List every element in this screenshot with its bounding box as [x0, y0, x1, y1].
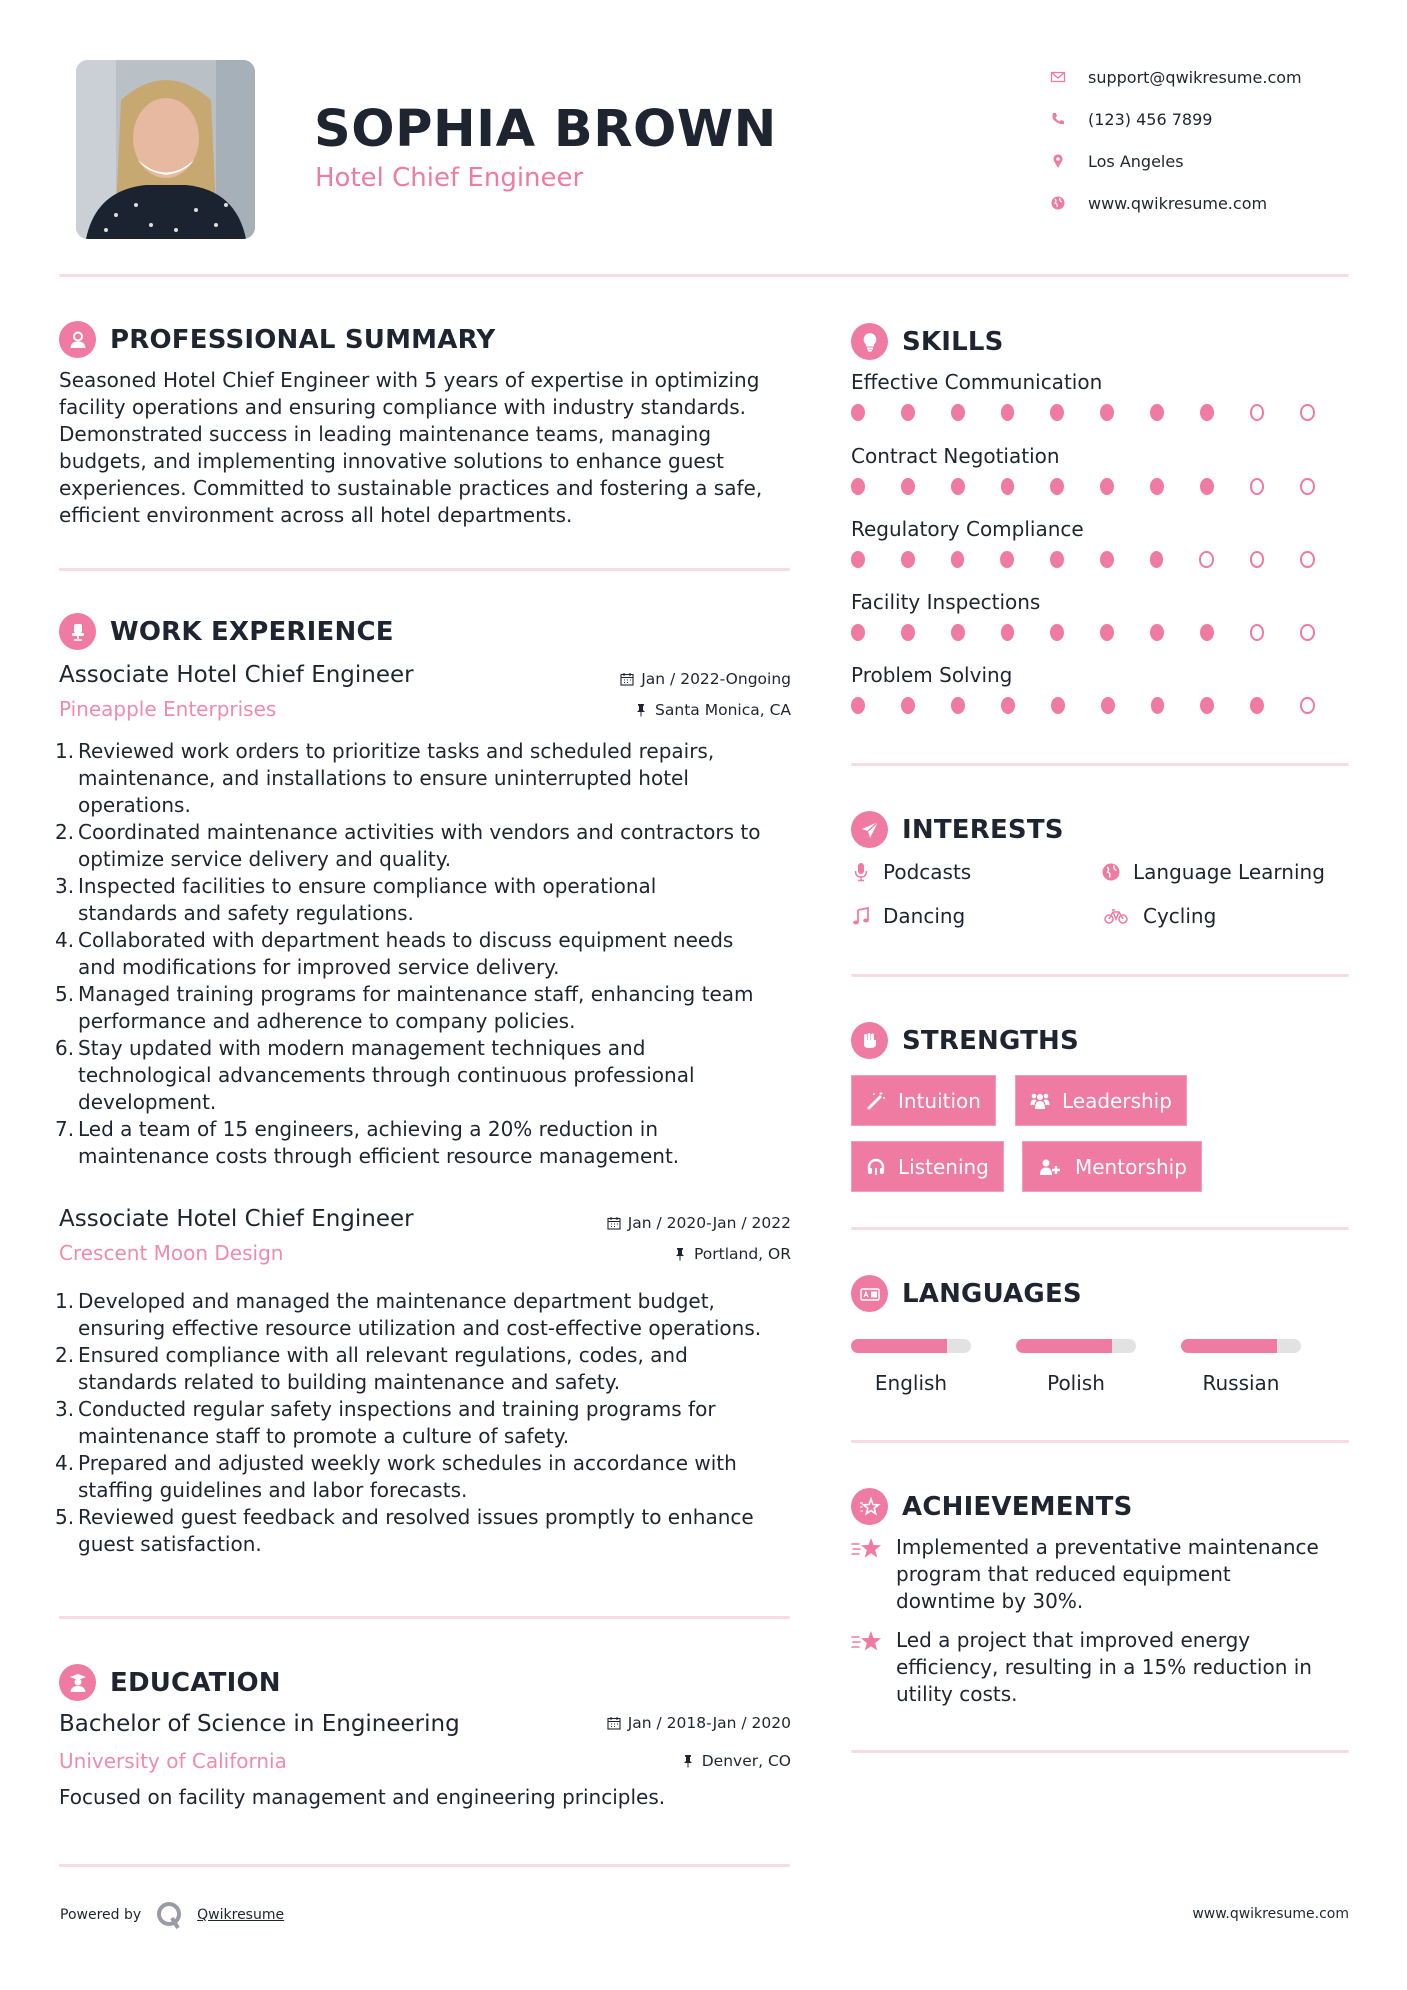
interest-label: Podcasts	[883, 860, 972, 884]
skills-divider	[851, 763, 1349, 766]
language-item	[1181, 1339, 1301, 1395]
rating-dot-empty	[1300, 478, 1315, 495]
summary-line: efficient environment across all hotel departments.	[59, 503, 573, 527]
bullet-number: 3.	[55, 874, 75, 898]
skills-title: SKILLS	[902, 326, 1004, 357]
rating-dot-filled	[1001, 478, 1015, 495]
footer-website[interactable]: www.qwikresume.com	[1192, 1906, 1349, 1922]
strengths-divider	[851, 1227, 1349, 1230]
strength-label: Leadership	[1062, 1088, 1172, 1113]
strength-tag	[851, 1075, 996, 1126]
skill-rating	[851, 551, 1351, 568]
job-dates	[620, 670, 791, 688]
user-plus-icon	[1037, 1157, 1063, 1177]
rating-dot-filled	[851, 551, 865, 568]
rating-dot-filled	[851, 624, 865, 641]
skill-rating	[851, 624, 1351, 641]
language-item	[851, 1339, 971, 1395]
bullet-line: Collaborated with department heads to discuss equipment needs	[78, 928, 734, 952]
skill-item	[851, 590, 1351, 641]
skill-label: Effective Communication	[851, 370, 1103, 394]
bullet-line: maintenance, and installations to ensure uninterrupted hotel	[78, 766, 689, 790]
rating-dot-filled	[1250, 697, 1264, 714]
contact-phone-text: (123) 456 7899	[1088, 109, 1213, 129]
summary-divider	[59, 568, 790, 571]
language-proficiency-fill	[1016, 1339, 1112, 1353]
rating-dot-filled	[1001, 697, 1015, 714]
bullet-line: Led a team of 15 engineers, achieving a 20% reduction in	[78, 1117, 659, 1141]
skill-rating	[851, 697, 1351, 714]
bullet-item	[55, 1288, 804, 1342]
rating-dot-filled	[951, 478, 965, 495]
graduate-icon	[59, 1664, 96, 1701]
contact-email[interactable]	[1050, 56, 1302, 98]
bullet-line: Developed and managed the maintenance department budget,	[78, 1289, 715, 1313]
summary-line: budgets, and implementing innovative solutions to enhance guest	[59, 449, 724, 473]
lightbulb-icon	[851, 323, 888, 360]
rating-dot-filled	[1150, 624, 1164, 641]
bullet-line: performance and adherence to company policies.	[78, 1009, 576, 1033]
shooting-star-icon	[851, 1536, 883, 1562]
rating-dot-filled	[1051, 697, 1065, 714]
contact-email-text: support@qwikresume.com	[1088, 67, 1302, 87]
bullet-item	[55, 1396, 804, 1450]
skill-item	[851, 444, 1351, 495]
education-description: Focused on facility management and engineering principles.	[59, 1785, 666, 1809]
achievement-line: efficiency, resulting in a 15% reduction in	[896, 1655, 1312, 1679]
skill-item	[851, 517, 1351, 568]
rating-dot-empty	[1199, 551, 1214, 568]
skill-label: Regulatory Compliance	[851, 517, 1084, 541]
rating-dot-empty	[1250, 404, 1265, 421]
header-divider	[59, 274, 1349, 277]
job-title: Associate Hotel Chief Engineer	[59, 662, 414, 688]
education-dates-text: Jan / 2018-Jan / 2020	[627, 1714, 791, 1732]
rating-dot-filled	[1200, 624, 1214, 641]
achievement-item	[851, 1534, 1351, 1615]
rating-dot-filled	[1100, 404, 1114, 421]
interests-title: INTERESTS	[902, 814, 1064, 845]
rating-dot-filled	[1101, 697, 1115, 714]
experience-divider	[59, 1616, 790, 1619]
group-icon	[1030, 1091, 1050, 1111]
achievements-heading	[851, 1488, 1133, 1525]
school-name: University of California	[59, 1749, 287, 1773]
rating-dot-filled	[1050, 624, 1064, 641]
rating-dot-empty	[1300, 624, 1315, 641]
achievement-line: downtime by 30%.	[896, 1589, 1084, 1613]
bicycle-icon	[1101, 906, 1131, 926]
rating-dot-filled	[851, 404, 865, 421]
achievements-divider	[851, 1750, 1349, 1753]
interest-item	[851, 860, 971, 884]
skill-item	[851, 663, 1351, 714]
map-pin-icon	[1050, 153, 1088, 169]
bullet-line: Conducted regular safety inspections and training programs for	[78, 1397, 716, 1421]
candidate-role: Hotel Chief Engineer	[315, 163, 584, 193]
bullet-line: guest satisfaction.	[78, 1532, 262, 1556]
summary-heading	[59, 321, 495, 358]
bullet-item	[55, 1035, 804, 1116]
education-divider	[59, 1864, 790, 1867]
fist-icon	[851, 1022, 888, 1059]
education-location	[681, 1752, 791, 1770]
rating-dot-filled	[1151, 697, 1165, 714]
rating-dot-empty	[1250, 551, 1265, 568]
rating-dot-filled	[1001, 624, 1015, 641]
pushpin-icon	[673, 1247, 687, 1261]
bullet-number: 7.	[55, 1117, 75, 1141]
bullet-line: optimize service delivery and quality.	[78, 847, 452, 871]
company-name: Crescent Moon Design	[59, 1241, 284, 1265]
globe-icon	[1050, 195, 1088, 211]
rating-dot-filled	[951, 551, 965, 568]
headphones-icon	[866, 1157, 886, 1177]
calendar-icon	[620, 672, 634, 686]
achievement-line: Implemented a preventative maintenance	[896, 1535, 1319, 1559]
job-location	[673, 1245, 791, 1263]
interests-heading	[851, 811, 1064, 848]
bullet-item	[55, 1450, 804, 1504]
rating-dot-filled	[951, 697, 965, 714]
strength-tag	[1015, 1075, 1187, 1126]
envelope-icon	[1050, 69, 1088, 85]
skill-rating	[851, 478, 1351, 495]
rating-dot-filled	[951, 624, 965, 641]
rating-dot-filled	[1001, 404, 1015, 421]
contact-website-text: www.qwikresume.com	[1088, 193, 1268, 213]
bullet-item	[55, 981, 804, 1035]
bullet-item	[55, 1116, 804, 1170]
bullet-line: Stay updated with modern management techniques and	[78, 1036, 646, 1060]
company-name: Pineapple Enterprises	[59, 697, 277, 721]
bullet-number: 6.	[55, 1036, 75, 1060]
skill-label: Facility Inspections	[851, 590, 1041, 614]
bullet-number: 1.	[55, 1289, 75, 1313]
contact-location-text: Los Angeles	[1088, 151, 1184, 171]
interest-item	[851, 904, 965, 928]
pushpin-icon	[681, 1754, 695, 1768]
rating-dot-filled	[851, 697, 865, 714]
experience-heading	[59, 613, 394, 650]
calendar-icon	[607, 1216, 621, 1230]
translate-icon	[851, 1275, 888, 1312]
rating-dot-filled	[1200, 478, 1214, 495]
job-bullets	[55, 1288, 804, 1558]
job-bullets	[55, 738, 804, 1170]
strength-label: Listening	[898, 1154, 989, 1179]
microphone-icon	[851, 862, 871, 882]
skill-item	[851, 370, 1351, 421]
language-proficiency-fill	[851, 1339, 947, 1353]
bullet-number: 5.	[55, 1505, 75, 1529]
strengths-title: STRENGTHS	[902, 1025, 1079, 1056]
paper-plane-icon	[851, 811, 888, 848]
contact-info	[1050, 56, 1302, 224]
rating-dot-empty	[1300, 551, 1315, 568]
rating-dot-filled	[1050, 478, 1064, 495]
summary-line: Seasoned Hotel Chief Engineer with 5 years of expertise in optimizing	[59, 368, 760, 392]
language-proficiency-bar	[851, 1339, 971, 1353]
bullet-line: Reviewed work orders to prioritize tasks and scheduled repairs,	[78, 739, 715, 763]
bullet-number: 4.	[55, 1451, 75, 1475]
rating-dot-filled	[1100, 551, 1114, 568]
job-location-text: Portland, OR	[693, 1245, 791, 1263]
strength-tag	[851, 1141, 1004, 1192]
bullet-number: 1.	[55, 739, 75, 763]
job-location	[634, 701, 791, 719]
bullet-item	[55, 873, 804, 927]
phone-icon	[1050, 111, 1088, 127]
rating-dot-filled	[901, 624, 915, 641]
summary-line: Demonstrated success in leading maintenance teams, managing	[59, 422, 712, 446]
job-dates	[607, 1214, 791, 1232]
language-label: English	[874, 1371, 948, 1395]
achievements-title: ACHIEVEMENTS	[902, 1491, 1133, 1522]
language-label: Russian	[1202, 1371, 1280, 1395]
language-proficiency-bar	[1016, 1339, 1136, 1353]
language-item	[1016, 1339, 1136, 1395]
bullet-line: staffing guidelines and labor forecasts.	[78, 1478, 468, 1502]
bullet-number: 4.	[55, 928, 75, 952]
degree-title: Bachelor of Science in Engineering	[59, 1711, 460, 1737]
music-note-icon	[851, 906, 871, 926]
rating-dot-empty	[1300, 404, 1315, 421]
education-dates	[607, 1714, 791, 1732]
magic-wand-icon	[866, 1091, 886, 1111]
experience-title: WORK EXPERIENCE	[110, 616, 394, 647]
bullet-line: maintenance costs through efficient resource management.	[78, 1144, 680, 1168]
bullet-line: standards and safety regulations.	[78, 901, 414, 925]
job-dates-text: Jan / 2022-Ongoing	[641, 670, 791, 688]
qwikresume-logo-icon	[155, 1900, 185, 1930]
office-chair-icon	[59, 613, 96, 650]
bullet-item	[55, 1504, 804, 1558]
rating-dot-empty	[1300, 697, 1315, 714]
candidate-name: SOPHIA BROWN	[314, 100, 777, 159]
rating-dot-empty	[1250, 624, 1265, 641]
achievement-line: utility costs.	[896, 1682, 1018, 1706]
interest-label: Language Learning	[1133, 860, 1325, 884]
interest-label: Cycling	[1143, 904, 1217, 928]
bullet-line: Inspected facilities to ensure compliance with operational	[78, 874, 657, 898]
languages-divider	[851, 1440, 1349, 1443]
footer-powered-by	[60, 1900, 284, 1930]
rating-dot-filled	[901, 697, 915, 714]
bullet-line: Reviewed guest feedback and resolved issues promptly to enhance	[78, 1505, 754, 1529]
summary-title: PROFESSIONAL SUMMARY	[110, 324, 496, 355]
rating-dot-filled	[901, 404, 915, 421]
bullet-number: 2.	[55, 1343, 75, 1367]
education-heading	[59, 1664, 281, 1701]
bullet-line: maintenance staff to promote a culture of safety.	[78, 1424, 570, 1448]
bullet-line: Managed training programs for maintenance staff, enhancing team	[78, 982, 754, 1006]
bullet-line: Ensured compliance with all relevant regulations, codes, and	[78, 1343, 688, 1367]
calendar-icon	[607, 1716, 621, 1730]
education-title: EDUCATION	[110, 1667, 281, 1698]
interest-item	[1101, 904, 1216, 928]
pushpin-icon	[634, 703, 648, 717]
languages-heading	[851, 1275, 1082, 1312]
job-title: Associate Hotel Chief Engineer	[59, 1206, 414, 1232]
language-label: Polish	[1047, 1371, 1105, 1395]
language-proficiency-bar	[1181, 1339, 1301, 1353]
powered-by-label: Powered by	[60, 1907, 142, 1923]
globe-icon	[1101, 862, 1121, 882]
rating-dot-empty	[1250, 478, 1265, 495]
interest-item	[1101, 860, 1325, 884]
bullet-line: and modifications for improved service delivery.	[78, 955, 560, 979]
rating-dot-filled	[901, 551, 915, 568]
bullet-item	[55, 927, 804, 981]
strength-tag	[1022, 1141, 1202, 1192]
rating-dot-filled	[1200, 697, 1214, 714]
skill-label: Contract Negotiation	[851, 444, 1060, 468]
job-dates-text: Jan / 2020-Jan / 2022	[627, 1214, 791, 1232]
bullet-line: ensuring effective resource utilization and cost-effective operations.	[78, 1316, 762, 1340]
rating-dot-filled	[1050, 404, 1064, 421]
bullet-line: Prepared and adjusted weekly work schedules in accordance with	[78, 1451, 737, 1475]
portrait-image	[76, 60, 255, 239]
achievement-line: program that reduced equipment	[896, 1562, 1231, 1586]
rating-dot-filled	[1000, 551, 1014, 568]
interests-divider	[851, 974, 1349, 977]
language-proficiency-fill	[1181, 1339, 1277, 1353]
bullet-number: 2.	[55, 820, 75, 844]
contact-website[interactable]	[1050, 182, 1302, 224]
bullet-item	[55, 819, 804, 873]
rating-dot-filled	[1200, 404, 1214, 421]
strengths-heading	[851, 1022, 1079, 1059]
skills-heading	[851, 323, 1004, 360]
rating-dot-filled	[1100, 478, 1114, 495]
bullet-item	[55, 1342, 804, 1396]
summary-line: experiences. Committed to sustainable practices and fostering a safe,	[59, 476, 763, 500]
rating-dot-filled	[851, 478, 865, 495]
bullet-number: 5.	[55, 982, 75, 1006]
bullet-line: operations.	[78, 793, 191, 817]
rating-dot-filled	[1150, 404, 1164, 421]
star-badge-icon	[851, 1488, 888, 1525]
qwikresume-link[interactable]: Qwikresume	[197, 1907, 285, 1923]
strength-label: Mentorship	[1075, 1154, 1187, 1179]
bullet-item	[55, 738, 804, 819]
skill-label: Problem Solving	[851, 663, 1013, 687]
profile-photo	[76, 60, 255, 239]
bullet-number: 3.	[55, 1397, 75, 1421]
languages-title: LANGUAGES	[902, 1278, 1082, 1309]
rating-dot-filled	[1150, 478, 1164, 495]
rating-dot-filled	[951, 404, 965, 421]
achievement-line: Led a project that improved energy	[896, 1628, 1251, 1652]
interest-label: Dancing	[883, 904, 966, 928]
skill-rating	[851, 404, 1351, 421]
shooting-star-icon	[851, 1629, 883, 1655]
rating-dot-filled	[1050, 551, 1064, 568]
bullet-line: development.	[78, 1090, 217, 1114]
summary-text	[59, 367, 799, 529]
summary-line: facility operations and ensuring compliance with industry standards.	[59, 395, 747, 419]
rating-dot-filled	[1150, 551, 1164, 568]
bullet-line: Coordinated maintenance activities with vendors and contractors to	[78, 820, 761, 844]
strength-label: Intuition	[898, 1088, 981, 1113]
education-location-text: Denver, CO	[701, 1752, 791, 1770]
bullet-line: technological advancements through continuous professional	[78, 1063, 695, 1087]
rating-dot-filled	[1100, 624, 1114, 641]
contact-phone[interactable]	[1050, 98, 1302, 140]
user-icon	[59, 321, 96, 358]
job-location-text: Santa Monica, CA	[655, 701, 791, 719]
rating-dot-filled	[901, 478, 915, 495]
bullet-line: standards related to building maintenance and safety.	[78, 1370, 621, 1394]
achievement-item	[851, 1627, 1351, 1708]
contact-location	[1050, 140, 1302, 182]
